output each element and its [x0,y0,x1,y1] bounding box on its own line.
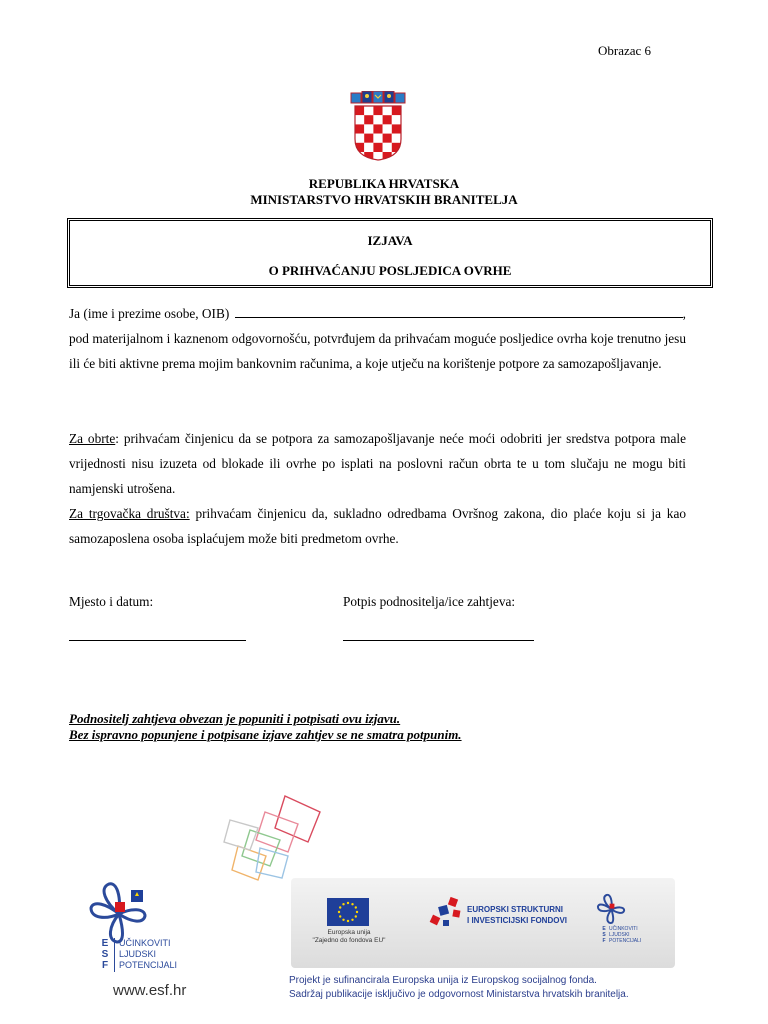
eu-flag-icon [327,898,369,926]
checker-square [392,124,401,133]
esf-small-caption-1: UČINKOVITI [609,926,638,932]
note-line-1: Podnositelj zahtjeva obvezan je popuniti i potpisati ovu izjavu. [69,711,401,726]
checker-square [373,124,382,133]
eu-star [339,906,341,908]
header-ministry: MINISTARSTVO HRVATSKIH BRANITELJA [250,192,518,207]
checker-square [373,134,382,143]
eu-star [347,920,349,922]
header-republic: REPUBLIKA HRVATSKA [308,176,460,191]
checker-square [355,134,364,143]
signature-label: Potpis podnositelja/ice zahtjeva: [343,594,516,609]
title: IZJAVA [367,233,413,248]
note-line-2: Bez ispravno popunjene i potpisane izjave zahtjev se ne smatra potpunim. [69,727,462,742]
esf-caption-3: POTENCIJALI [119,960,178,970]
esf-small-letter-s: S [602,932,606,938]
disclaimer-line-1: Projekt je sufinancirala Europska unija iz Europskog socijalnog fonda. [289,975,597,986]
esf-caption [119,938,177,971]
checker-square [392,134,401,143]
checker-square [364,124,373,133]
eu-star [342,903,344,905]
esi-funds-2: I INVESTICIJSKI FONDOVI [467,916,568,925]
intro-paragraph [69,301,686,376]
esf-small-letter-e: E [602,926,606,932]
checker-square [355,115,364,124]
place-date-field[interactable] [69,639,246,641]
checker-square [373,106,382,115]
drustva-text: prihvaćam činjenicu da, sukladno odredbama Ovršnog zakona, dio plaće koju si ja kao samozaposlena osoba isplaćujem može biti predmetom ovrhe. [69,506,686,546]
logos-panel [291,878,675,968]
checker-square [355,106,364,115]
checker-square [364,134,373,143]
esf-letter-s: S [101,949,109,960]
esf-small-caption-3: POTENCIJALI [609,938,642,944]
esf-divider [114,938,115,972]
eu-star [338,911,340,913]
checker-square [364,106,373,115]
eu-star [339,915,341,917]
checker-square [392,115,401,124]
eu-star [351,919,353,921]
eu-label-1: Europska unija [327,929,371,936]
checker-square [392,152,401,161]
form-number: Obrazac 6 [598,43,652,58]
intro-text: pod materijalnom i kaznenom odgovornošću, potvrđujem da prihvaćam moguće posljedice ovrha koje trenutno jesu ili će biti aktivne prema mojim bankovnim računima, a koje utječu na korištenje potpore za samozapošljavanje. [69,331,686,371]
esf-website[interactable]: www.esf.hr [113,982,187,999]
place-date-label: Mjesto i datum: [69,594,154,609]
esf-letter-f: F [101,960,109,971]
croatian-coat-of-arms [349,91,407,161]
intro-comma: , [682,306,686,321]
esf-small-caption [609,926,641,944]
checker-square [364,143,373,152]
signature-field[interactable] [343,639,534,641]
checker-square [383,115,392,124]
esf-small-logo [595,892,629,926]
name-oib-field[interactable] [235,305,682,318]
esf-small-caption-2: LJUDSKI [609,932,630,938]
checker-square [383,143,392,152]
esi-funds-squares-icon [427,896,469,932]
esi-funds-1: EUROPSKI STRUKTURNI [467,905,564,914]
checker-square [392,106,401,115]
eu-label-2: "Zajedno do fondova EU" [312,937,386,944]
eu-star [351,903,353,905]
checker-square [383,106,392,115]
eu-star [355,915,357,917]
eu-star [347,902,349,904]
checker-square [383,124,392,133]
checker-square [355,124,364,133]
checker-square [355,152,364,161]
eu-star [356,911,358,913]
esf-caption-2: LJUDSKI [119,949,157,959]
obrt-text: : prihvaćam činjenicu da se potpora za samozapošljavanje neće moći odobriti jer sredstva potpora male vrijednosti nisu izuzeta od blokade ili ovrhe po isplati na poslovni račun obrta te u tom slučaju ne mogu biti namjenski utrošena. [69,431,686,496]
intro-first-line [69,301,686,326]
drustva-paragraph [69,501,686,551]
disclaimer-line-2: Sadržaj publikacije isključivo je odgovornost Ministarstva hrvatskih branitelja. [289,989,629,1000]
checker-square [383,134,392,143]
footer [85,790,675,1005]
esf-small-letter-f: F [602,938,606,944]
title-box [67,218,713,288]
checker-square [364,115,373,124]
esf-caption-1: UČINKOVITI [119,938,171,948]
intro-prefix: Ja (ime i prezime osobe, OIB) [69,306,230,321]
esf-letter-e: E [101,938,109,949]
checker-square [373,143,382,152]
decorative-kites-graphic [170,790,335,890]
eu-star [342,919,344,921]
obrt-paragraph [69,426,686,501]
esf-letters [99,938,111,971]
subtitle: O PRIHVAĆANJU POSLJEDICA OVRHE [268,263,512,278]
esf-small-letters [601,926,607,944]
obrt-label: Za obrte [69,431,116,446]
drustva-label: Za trgovačka društva: [69,506,190,521]
checker-square [373,115,382,124]
eu-label [311,929,387,945]
eu-star [355,906,357,908]
disclaimer [289,974,629,1002]
esi-funds-text [467,904,567,926]
